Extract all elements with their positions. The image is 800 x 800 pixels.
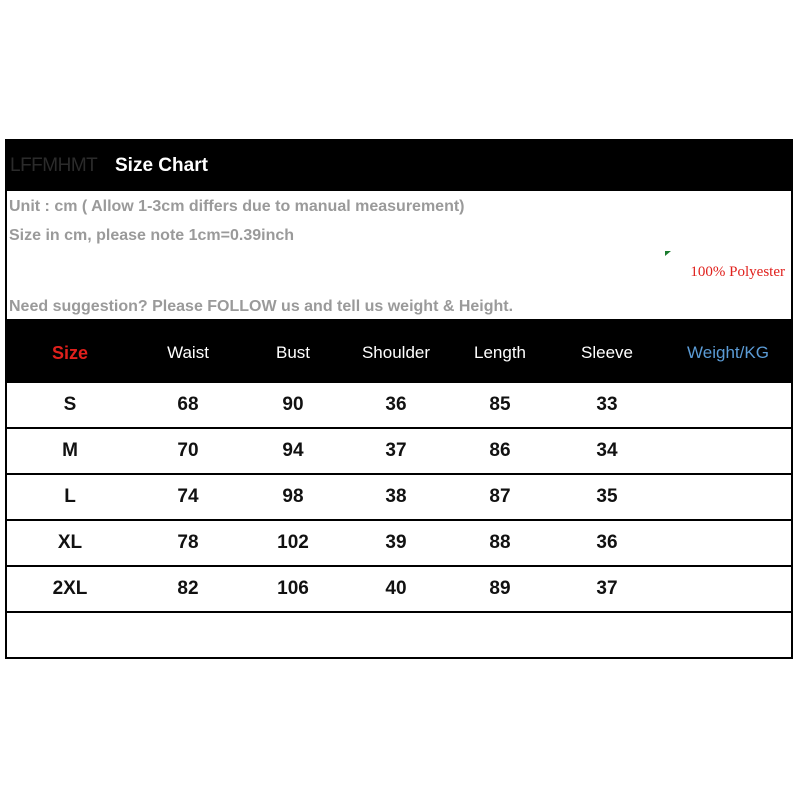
cell-waist: 68 xyxy=(177,394,199,415)
cell-length: 89 xyxy=(489,578,511,599)
cell-sleeve: 34 xyxy=(596,440,618,461)
table-row xyxy=(7,521,791,567)
header-shoulder: Shoulder xyxy=(361,343,431,362)
cell-shoulder: 38 xyxy=(385,486,407,507)
title-bar xyxy=(7,141,791,191)
brand-name: LFFMHMT xyxy=(10,155,98,176)
cell-size: M xyxy=(62,440,78,461)
cell-bust: 98 xyxy=(282,486,304,507)
cell-length: 86 xyxy=(489,440,511,461)
cell-size: S xyxy=(63,394,77,415)
header-sleeve: Sleeve xyxy=(581,343,633,362)
cell-bust: 102 xyxy=(277,532,309,553)
cell-shoulder: 39 xyxy=(385,532,407,553)
table-row xyxy=(7,429,791,475)
material-label: 100% Polyester xyxy=(690,264,785,280)
cell-shoulder: 37 xyxy=(385,440,407,461)
cell-sleeve: 35 xyxy=(596,486,618,507)
size-note: Size in cm, please note 1cm=0.39inch xyxy=(9,227,295,244)
chart-title: Size Chart xyxy=(115,155,208,176)
cell-size: XL xyxy=(57,532,83,553)
cell-shoulder: 40 xyxy=(385,578,407,599)
cell-shoulder: 36 xyxy=(385,394,407,415)
header-waist: Waist xyxy=(167,343,209,362)
cell-sleeve: 37 xyxy=(596,578,618,599)
table-row xyxy=(7,567,791,613)
size-chart xyxy=(5,139,793,659)
cell-waist: 78 xyxy=(177,532,199,553)
cell-sleeve: 36 xyxy=(596,532,618,553)
cell-sleeve: 33 xyxy=(596,394,618,415)
cell-bust: 106 xyxy=(277,578,309,599)
table-header xyxy=(7,319,791,383)
header-size: Size xyxy=(51,343,89,363)
cell-length: 85 xyxy=(489,394,511,415)
header-length: Length xyxy=(474,343,526,362)
flag-mark-icon xyxy=(665,251,671,256)
cell-waist: 74 xyxy=(177,486,199,507)
cell-waist: 82 xyxy=(177,578,199,599)
cell-bust: 94 xyxy=(282,440,304,461)
cell-length: 88 xyxy=(489,532,511,553)
header-weight: Weight/KG xyxy=(687,343,769,362)
cell-bust: 90 xyxy=(282,394,304,415)
suggestion-note: Need suggestion? Please FOLLOW us and tell us weight & Height. xyxy=(9,298,514,315)
cell-size: 2XL xyxy=(52,578,88,599)
header-bust: Bust xyxy=(275,343,311,362)
cell-waist: 70 xyxy=(177,440,199,461)
unit-note: Unit : cm ( Allow 1-3cm differs due to manual measurement) xyxy=(9,198,465,215)
table-row xyxy=(7,475,791,521)
cell-length: 87 xyxy=(489,486,511,507)
cell-size: L xyxy=(64,486,76,507)
table-row xyxy=(7,383,791,429)
